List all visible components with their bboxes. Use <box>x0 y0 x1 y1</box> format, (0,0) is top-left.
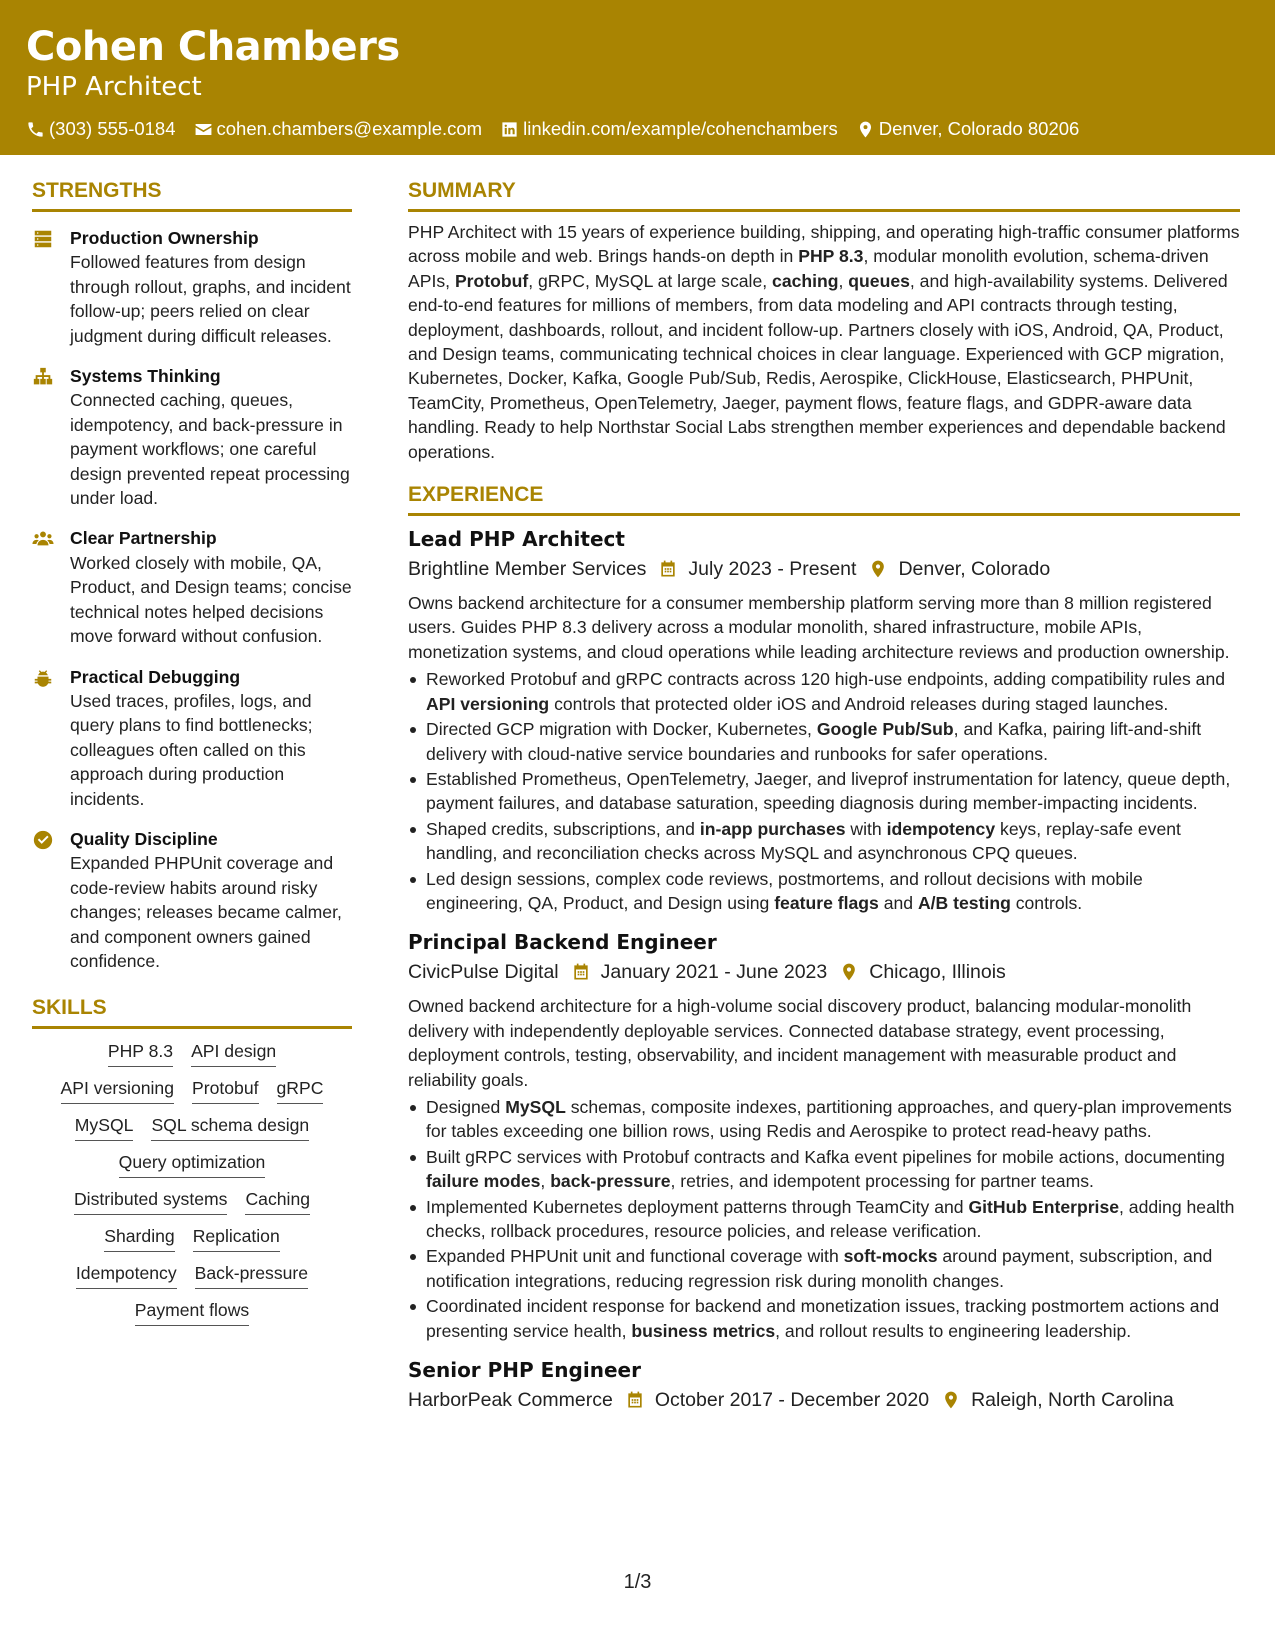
summary-heading: SUMMARY <box>408 178 1240 212</box>
skill-row <box>32 1224 352 1252</box>
left-column <box>32 178 352 1326</box>
candidate-name: Cohen Chambers <box>26 24 400 70</box>
calendar-icon <box>571 962 591 982</box>
job-bullet: Reworked Protobuf and gRPC contracts across 120 high-use endpoints, adding compatibility rules and API versioning controls that protected older iOS and Android releases during staged launches. <box>408 667 1240 716</box>
contact-bar <box>26 117 1275 141</box>
skill-row <box>32 1113 352 1141</box>
bug-icon <box>32 665 70 811</box>
map-pin-icon <box>856 120 875 139</box>
strength-text: Used traces, profiles, logs, and query plans to find bottlenecks; colleagues often called on this approach during production incidents. <box>70 690 313 809</box>
calendar-icon <box>658 559 678 579</box>
resume-header <box>0 0 1275 155</box>
job-entry <box>408 928 1240 1343</box>
server-icon <box>32 226 70 348</box>
map-pin-icon <box>839 962 859 982</box>
skill-row <box>32 1076 352 1104</box>
linkedin-text: linkedin.com/example/cohenchambers <box>523 118 838 139</box>
job-company: Brightline Member Services <box>408 558 647 581</box>
strength-text: Worked closely with mobile, QA, Product, and Design teams; concise technical notes helped decisions move forward without confusion. <box>70 552 352 647</box>
job-bullet: Designed MySQL schemas, composite indexes, partitioning approaches, and query-plan improvements for tables exceeding one billion rows, using Redis and Aerospike to protect read-heavy paths. <box>408 1095 1240 1144</box>
job-entry <box>408 525 1240 915</box>
skill-tag: Query optimization <box>119 1150 266 1178</box>
map-pin-icon <box>941 1390 961 1410</box>
strength-text: Followed features from design through rollout, graphs, and incident follow-up; peers relied on clear judgment during difficult releases. <box>70 252 351 346</box>
strength-title: Practical Debugging <box>70 666 241 687</box>
job-location: Raleigh, North Carolina <box>971 1389 1174 1412</box>
skill-tag: PHP 8.3 <box>108 1039 173 1067</box>
strengths-list <box>32 226 352 973</box>
job-title: Lead PHP Architect <box>408 527 625 552</box>
skill-row <box>32 1298 352 1326</box>
job-location: Chicago, Illinois <box>869 961 1006 984</box>
skill-tag: Sharding <box>104 1224 174 1252</box>
job-entry <box>408 1356 1240 1414</box>
candidate-role: PHP Architect <box>26 72 202 102</box>
skill-tag: API design <box>191 1039 276 1067</box>
skill-tag: Payment flows <box>135 1298 249 1326</box>
job-meta <box>408 555 1240 583</box>
users-icon <box>32 526 70 648</box>
skills-heading: SKILLS <box>32 995 352 1029</box>
job-bullets <box>408 667 1240 915</box>
strength-item <box>32 827 352 973</box>
skill-tag: gRPC <box>277 1076 324 1104</box>
check-circle-icon <box>32 827 70 973</box>
right-column <box>408 178 1240 1414</box>
strength-item <box>32 226 352 348</box>
skill-tag: Distributed systems <box>74 1187 228 1215</box>
skill-tag: Protobuf <box>192 1076 259 1104</box>
job-company: CivicPulse Digital <box>408 961 559 984</box>
skill-tag: SQL schema design <box>151 1113 309 1141</box>
strength-item <box>32 665 352 811</box>
strength-title: Clear Partnership <box>70 528 217 549</box>
strength-item <box>32 526 352 648</box>
skill-row <box>32 1150 352 1178</box>
job-bullet: Expanded PHPUnit unit and functional coverage with soft-mocks around payment, subscription, and notification integrations, reducing regression risk during monolith changes. <box>408 1244 1240 1293</box>
skill-tag: API versioning <box>61 1076 174 1104</box>
linkedin-icon <box>500 120 519 139</box>
skill-tag: Idempotency <box>76 1261 177 1289</box>
experience-list <box>408 525 1240 1414</box>
contact-phone[interactable] <box>26 117 176 141</box>
contact-linkedin[interactable] <box>500 117 838 141</box>
job-bullet: Directed GCP migration with Docker, Kubernetes, Google Pub/Sub, and Kafka, pairing lift-and-shift delivery with cloud-native service boundaries and runbooks for safer operations. <box>408 717 1240 766</box>
contact-location <box>856 117 1080 141</box>
job-dates: October 2017 - December 2020 <box>654 1389 930 1412</box>
page-number: 1/3 <box>623 1571 652 1593</box>
job-bullets <box>408 1095 1240 1343</box>
strength-title: Systems Thinking <box>70 366 221 387</box>
job-meta <box>408 1386 1240 1414</box>
location-text: Denver, Colorado 80206 <box>878 118 1080 139</box>
job-description: Owns backend architecture for a consumer membership platform serving more than 8 million registered users. Guides PHP 8.3 delivery across a modular monolith, shared infrastructure, mobile APIs, monetization systems, and cloud operations while leading architecture reviews and production ownership. <box>408 593 1230 662</box>
skill-tag: Replication <box>193 1224 280 1252</box>
contact-email[interactable] <box>194 117 483 141</box>
job-meta <box>408 958 1240 986</box>
job-bullet: Shaped credits, subscriptions, and in-app purchases with idempotency keys, replay-safe event handling, and reconciliation checks across MySQL and asynchronous CPQ queues. <box>408 817 1240 866</box>
experience-heading: EXPERIENCE <box>408 482 1240 516</box>
skill-row <box>32 1261 352 1289</box>
calendar-icon <box>625 1390 645 1410</box>
map-pin-icon <box>868 559 888 579</box>
job-bullet: Established Prometheus, OpenTelemetry, Jaeger, and liveprof instrumentation for latency, queue depth, payment failures, and database saturation, speeding diagnosis during member-impacting incidents. <box>408 767 1240 816</box>
envelope-icon <box>194 120 213 139</box>
job-dates: July 2023 - Present <box>688 558 857 581</box>
job-title: Senior PHP Engineer <box>408 1358 641 1383</box>
skill-row <box>32 1187 352 1215</box>
skills-list <box>32 1039 352 1326</box>
job-bullet: Implemented Kubernetes deployment patterns through TeamCity and GitHub Enterprise, adding health checks, rollback procedures, resource policies, and release verification. <box>408 1195 1240 1244</box>
job-bullet: Built gRPC services with Protobuf contracts and Kafka event pipelines for mobile actions, documenting failure modes, back-pressure, retries, and idempotent processing for partner teams. <box>408 1145 1240 1194</box>
email-text: cohen.chambers@example.com <box>216 118 483 139</box>
summary-text: PHP Architect with 15 years of experience building, shipping, and operating high-traffic consumer platforms across mobile and web. Brings hands-on depth in PHP 8.3, modular monolith evolution, schema-driven APIs, Protobuf, gRPC, MySQL at large scale, caching, queues, and high-availability systems. Delivered end-to-end features for millions of members, from data modeling and API contracts through testing, deployment, dashboards, rollout, and incident follow-up. Partners closely with iOS, Android, QA, Product, and Design teams, communicating technical choices in clear language. Experienced with GCP migration, Kubernetes, Docker, Kafka, Google Pub/Sub, Redis, Aerospike, ClickHouse, Elasticsearch, PHPUnit, TeamCity, Prometheus, OpenTelemetry, Jaeger, payment flows, feature flags, and GDPR-aware data handling. Ready to help Northstar Social Labs strengthen member experiences and dependable backend operations. <box>408 222 1240 462</box>
phone-text: (303) 555-0184 <box>49 118 176 139</box>
job-bullet: Coordinated incident response for backend and monetization issues, tracking postmortem actions and presenting service health, business metrics, and rollout results to engineering leadership. <box>408 1294 1240 1343</box>
sitemap-icon <box>32 364 70 510</box>
job-description: Owned backend architecture for a high-volume social discovery product, balancing modular-monolith delivery with independently deployable services. Connected database strategy, event processing, deployment controls, testing, observability, and incident management with measurable product and reliability goals. <box>408 996 1192 1090</box>
skill-tag: Back-pressure <box>195 1261 308 1289</box>
strength-title: Quality Discipline <box>70 828 218 849</box>
job-location: Denver, Colorado <box>898 558 1051 581</box>
skill-tag: Caching <box>245 1187 310 1215</box>
job-dates: January 2021 - June 2023 <box>600 961 828 984</box>
job-title: Principal Backend Engineer <box>408 930 717 955</box>
strength-item <box>32 364 352 510</box>
strengths-heading: STRENGTHS <box>32 178 352 212</box>
job-company: HarborPeak Commerce <box>408 1389 613 1412</box>
strength-text: Expanded PHPUnit coverage and code-review habits around risky changes; releases became calmer, and component owners gained confidence. <box>70 853 342 971</box>
strength-text: Connected caching, queues, idempotency, and back-pressure in payment workflows; one careful design prevented repeat processing under load. <box>70 390 350 509</box>
phone-icon <box>26 120 45 139</box>
skill-row <box>32 1039 352 1067</box>
job-bullet: Led design sessions, complex code reviews, postmortems, and rollout decisions with mobile engineering, QA, Product, and Design using feature flags and A/B testing controls. <box>408 867 1240 916</box>
skill-tag: MySQL <box>75 1113 134 1141</box>
strength-title: Production Ownership <box>70 228 259 248</box>
